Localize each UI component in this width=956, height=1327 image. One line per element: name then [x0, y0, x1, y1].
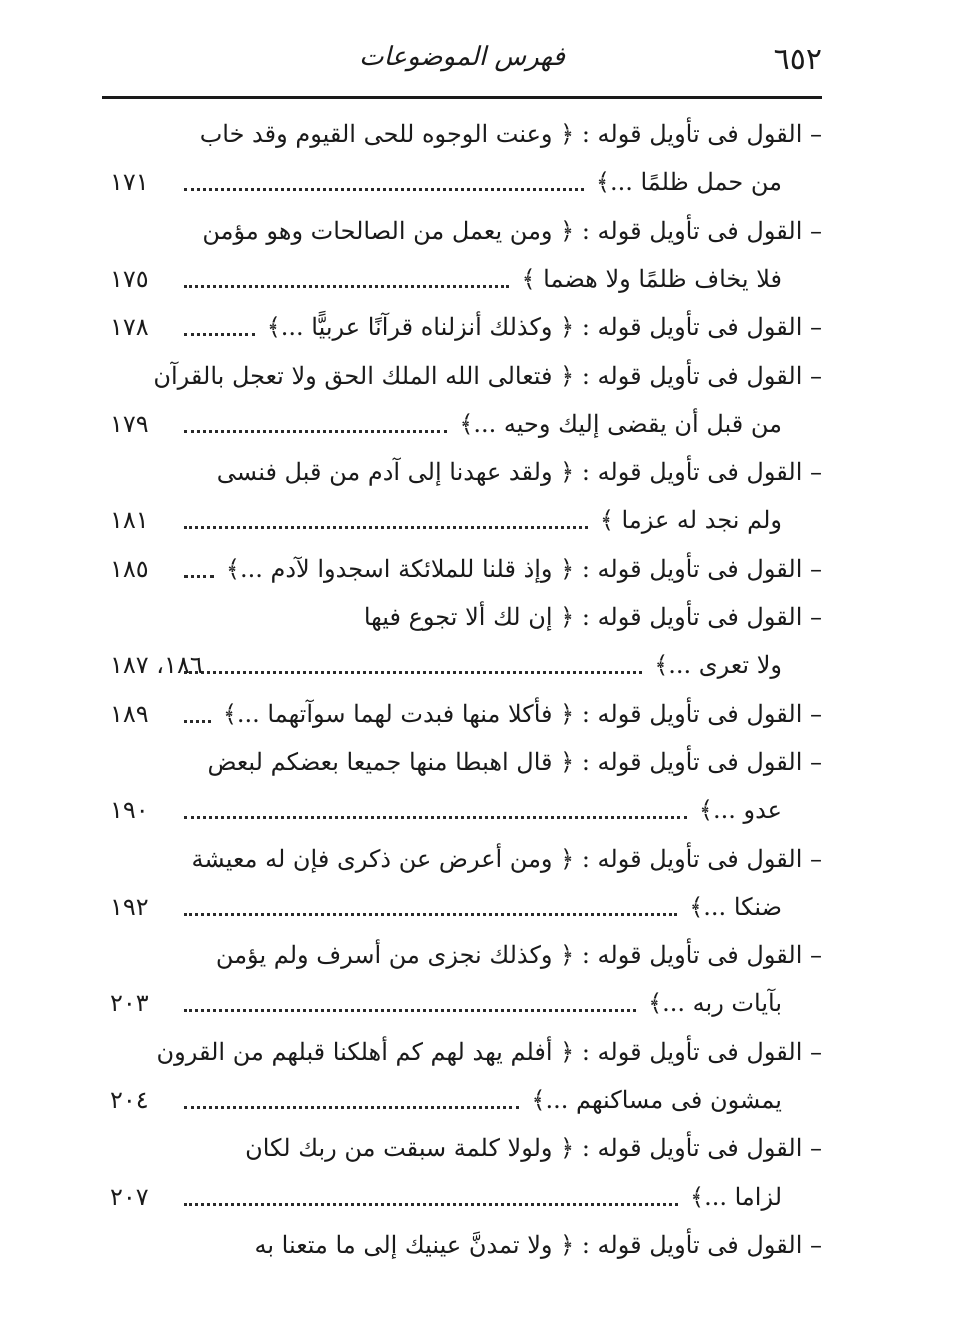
toc-page-number: ١٨٥	[110, 554, 149, 583]
toc-entry-text: من حمل ظلمًا ...﴾	[595, 168, 782, 197]
toc-page-number: ٢٠٧	[110, 1182, 149, 1211]
toc-page-number: ١٨٦، ١٨٧	[110, 651, 203, 680]
toc-entry-line	[110, 595, 822, 641]
dot-leader	[184, 188, 584, 191]
toc-entry-text: – القول فى تأويل قوله : ﴿ إن لك ألا تجوع فيها	[363, 603, 822, 631]
dot-leader	[184, 526, 588, 529]
toc-entry-text: ولا تعرى ...﴾	[654, 651, 782, 680]
toc-page-number: ١٧١	[110, 168, 149, 197]
toc-entry-text: – القول فى تأويل قوله : ﴿ وإذ قلنا للملائكة اسجدوا لآدم ...﴾	[225, 554, 822, 583]
toc-entry-text: – القول فى تأويل قوله : ﴿ فأكلا منها فبدت لهما سوآتهما ...﴾	[222, 699, 822, 728]
toc-entry-text: – القول فى تأويل قوله : ﴿ ولا تمدنَّ عينيك إلى ما متعنا به	[254, 1230, 822, 1259]
toc-entry-text: لزاما ...﴾	[690, 1182, 782, 1211]
toc-page-number: ٢٠٣	[110, 989, 149, 1018]
toc-page-number: ١٩٠	[110, 796, 149, 825]
toc-entry-line	[110, 305, 822, 351]
dot-leader	[184, 816, 687, 819]
toc-entry-line	[110, 692, 822, 738]
toc-entry-line	[110, 354, 822, 400]
toc-entry-line	[110, 740, 822, 786]
dot-leader	[184, 1203, 678, 1206]
toc-entry-line	[110, 981, 822, 1027]
toc-entry-line	[110, 1126, 822, 1172]
toc-page-number: ١٧٥	[110, 264, 149, 293]
toc-entry-line	[110, 112, 822, 158]
toc-entry-text: – القول فى تأويل قوله : ﴿ قال اهبطا منها جميعا بعضكم لبعض	[207, 747, 822, 776]
table-of-contents	[110, 112, 822, 1302]
toc-entry-text: – القول فى تأويل قوله : ﴿ أفلم يهد لهم كم أهلكنا قبلهم من القرون	[156, 1037, 822, 1066]
toc-entry-line	[110, 402, 822, 448]
header-rule	[102, 96, 822, 99]
toc-entry-line	[110, 257, 822, 303]
toc-entry-line	[110, 209, 822, 255]
toc-entry-text: – القول فى تأويل قوله : ﴿ ولولا كلمة سبقت من ربك لكان	[245, 1134, 822, 1163]
toc-entry-text: فلا يخاف ظلمًا ولا هضما ﴾	[521, 264, 782, 293]
toc-page-number: ١٩٢	[110, 892, 149, 921]
toc-page-number: ٢٠٤	[110, 1086, 149, 1114]
toc-entry-text: – القول فى تأويل قوله : ﴿ وكذلك أنزلناه قرآنًا عربيًّا ...﴾	[266, 313, 822, 342]
page-header	[102, 38, 822, 88]
toc-page-number: ١٧٩	[110, 409, 149, 438]
running-title: فهرس الموضوعات	[359, 42, 565, 72]
toc-entry-text: – القول فى تأويل قوله : ﴿ ولقد عهدنا إلى آدم من قبل فنسى	[216, 458, 822, 487]
toc-entry-text: – القول فى تأويل قوله : ﴿ فتعالى الله الملك الحق ولا تعجل بالقرآن	[153, 361, 822, 390]
toc-entry-line	[110, 643, 822, 689]
dot-leader	[184, 1009, 636, 1012]
toc-entry-text: – القول فى تأويل قوله : ﴿ ومن يعمل من الصالحات وهو مؤمن	[202, 216, 822, 245]
toc-entry-line	[110, 160, 822, 206]
dot-leader	[184, 333, 255, 336]
toc-entry-line	[110, 1175, 822, 1221]
toc-entry-text: عدو ...﴾	[698, 796, 782, 825]
dot-leader	[184, 285, 509, 288]
dot-leader	[184, 671, 642, 674]
toc-entry-line	[110, 498, 822, 544]
dot-leader	[184, 575, 214, 578]
toc-page-number: ١٨٩	[110, 699, 149, 728]
toc-entry-line	[110, 547, 822, 593]
toc-entry-line	[110, 1030, 822, 1076]
toc-entry-text: ولم نجد له عزما ﴾	[599, 506, 782, 535]
toc-entry-line	[110, 885, 822, 931]
dot-leader	[184, 720, 211, 723]
toc-entry-text: ضنكا ...﴾	[689, 892, 782, 921]
toc-entry-text: بآيات ربه ...﴾	[648, 989, 782, 1018]
toc-entry-line	[110, 1078, 822, 1124]
toc-page-number: ١٨١	[110, 506, 149, 535]
toc-entry-text: – القول فى تأويل قوله : ﴿ ومن أعرض عن ذكرى فإن له معيشة	[191, 844, 822, 873]
toc-entry-line	[110, 837, 822, 883]
toc-entry-text: – القول فى تأويل قوله : ﴿ وعنت الوجوه للحى القيوم وقد خاب	[199, 120, 822, 148]
dot-leader	[184, 430, 447, 433]
toc-entry-line	[110, 788, 822, 834]
dot-leader	[184, 913, 677, 916]
toc-entry-line	[110, 933, 822, 979]
page-number: ٦٥٢	[773, 42, 822, 77]
toc-page-number: ١٧٨	[110, 313, 149, 342]
toc-entry-line	[110, 450, 822, 496]
toc-entry-text: – القول فى تأويل قوله : ﴿ وكذلك نجزى من أسرف ولم يؤمن	[215, 941, 822, 970]
toc-entry-text: من قبل أن يقضى إليك وحيه ...﴾	[459, 409, 782, 438]
toc-entry-text: يمشون فى مساكنهم ...﴾	[531, 1086, 782, 1114]
toc-entry-line	[110, 1223, 822, 1269]
dot-leader	[184, 1106, 519, 1109]
